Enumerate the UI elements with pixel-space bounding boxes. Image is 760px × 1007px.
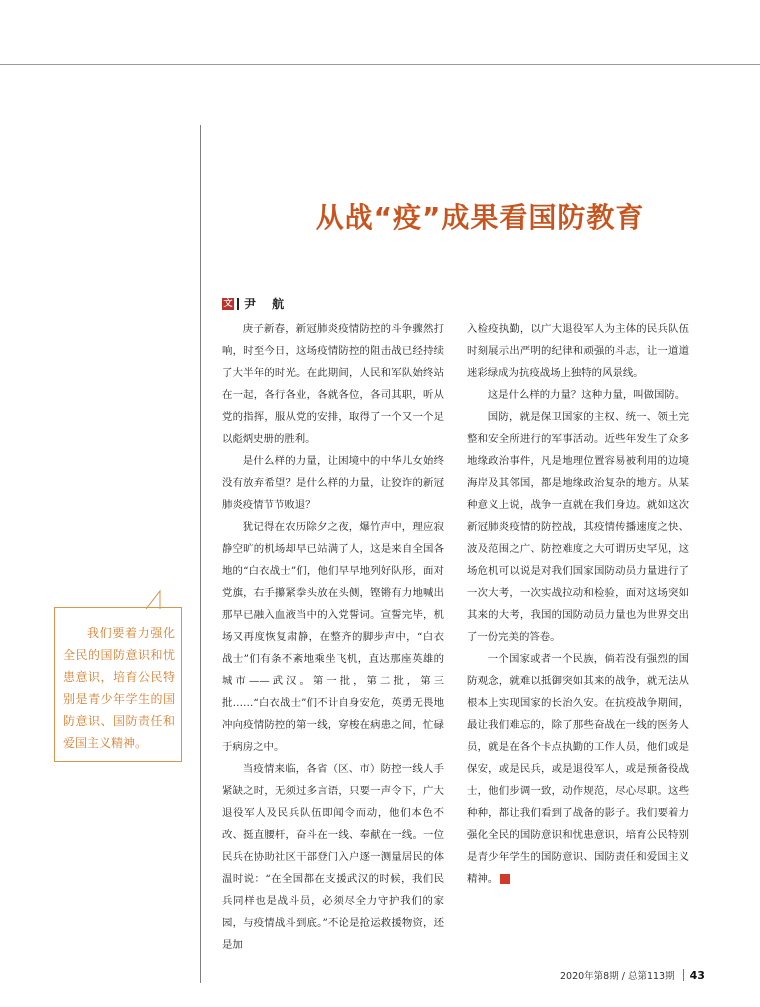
author-marker-badge: 文 [223, 298, 233, 309]
paragraph: 这是什么样的力量？这种力量，叫做国防。 [487, 389, 686, 401]
paragraph: 国防，就是保卫国家的主权、统一、领土完整和安全所进行的军事活动。近些年发生了众多地缘政治事件，凡是地理位置容易被利用的边境海岸及其邻国，都是地缘政治复杂的地方。从某种意义上说，战争一直就在我们身边。就如这次新冠肺炎疫情的防控战，其疫情传播速度之快、波及范围之广、防控难度之大可谓历史罕见，这场危机可以说是对我们国家国防动员力量进行了一次大考，一次实战拉动和检验，面对这场突如其来的大考，我国的国防动员力量也为世界交出了一份完美的答卷。 [467, 411, 689, 643]
column-divider-line [200, 125, 201, 983]
issue-info: 2020年第8期 / 总第113期 [560, 971, 675, 982]
paragraph: 入检疫执勤，以广大退役军人为主体的民兵队伍时刻展示出严明的纪律和顽强的斗志，让一道道迷彩绿成为抗疫战场上独特的风景线。 [467, 323, 689, 379]
body-column-left [222, 318, 444, 956]
page-footer [560, 968, 705, 982]
body-column-right [467, 318, 689, 890]
author-name: 尹 航 [244, 297, 291, 311]
page-number: 43 [689, 968, 705, 982]
callout-pointer-icon [146, 589, 166, 609]
footer-divider [683, 969, 684, 981]
paragraph: 当疫情来临，各省（区、市）防控一线人手紧缺之时，无须过多言语，只要一声令下，广大退役军人及民兵队伍即闻令而动，他们本色不改、挺直腰杆，奋斗在一线、奉献在一线。一位民兵在协助社区干部登门入户逐一测量居民的体温时说：“在全国都在支援武汉的时候，我们民兵同样也是战斗员，必须尽全力守护我们的家园，与疫情战斗到底。”不论是抢运救援物资，还是加 [222, 763, 444, 951]
end-mark-logo-icon: G [500, 874, 510, 884]
article-title: 从战“疫”成果看国防教育 [315, 201, 645, 234]
pull-quote-text: 我们要着力强化全民的国防意识和忧患意识，培育公民特别是青少年学生的国防意识、国防责任和爱国主义精神。 [63, 626, 175, 750]
paragraph: 犹记得在农历除夕之夜，爆竹声中，理应寂静空旷的机场却早已站满了人，这是来自全国各地的“白衣战士”们，他们早早地列好队形，面对党旗，右手攥紧拳头放在头侧，铿锵有力地喊出那早已融入血液当中的入党誓词。宣誓完毕，机场又再度恢复肃静，在整齐的脚步声中，“白衣战士”们有条不紊地乘坐飞机，直达那座英雄的城市——武汉。第一批，第二批，第三批……“白衣战士”们不计自身安危，英勇无畏地冲向疫情防控的第一线，穿梭在病患之间，忙碌于病房之中。 [222, 521, 444, 753]
paragraph-text: 一个国家或者一个民族，倘若没有强烈的国防观念，就难以抵御突如其来的战争，就无法从根本上实现国家的长治久安。在抗疫战争期间，最让我们难忘的，除了那些奋战在一线的医务人员，就是在各个卡点执勤的工作人员，他们或是保安，或是民兵，或是退役军人，或是预备役战士，他们步调一致，动作规范，尽心尽职。这些种种，都让我们看到了战备的影子。我们要着力强化全民的国防意识和忧患意识，培育公民特别是青少年学生的国防意识、国防责任和爱国主义精神。 [467, 653, 689, 885]
paragraph: 庚子新春，新冠肺炎疫情防控的斗争骤然打响，时至今日，这场疫情防控的阻击战已经持续了大半年的时光。在此期间，人民和军队始终站在一起，各行各业，各就各位，各司其职，听从党的指挥，服从党的安排，取得了一个又一个足以彪炳史册的胜利。 [222, 323, 444, 445]
header-rule [0, 64, 760, 65]
author-divider [237, 298, 239, 310]
pull-quote-box [54, 607, 182, 762]
paragraph: 是什么样的力量，让困境中的中华儿女始终没有放弃希望？是什么样的力量，让狡诈的新冠肺炎疫情节节败退？ [222, 455, 444, 511]
paragraph-final [467, 648, 689, 890]
author-byline [222, 295, 290, 312]
